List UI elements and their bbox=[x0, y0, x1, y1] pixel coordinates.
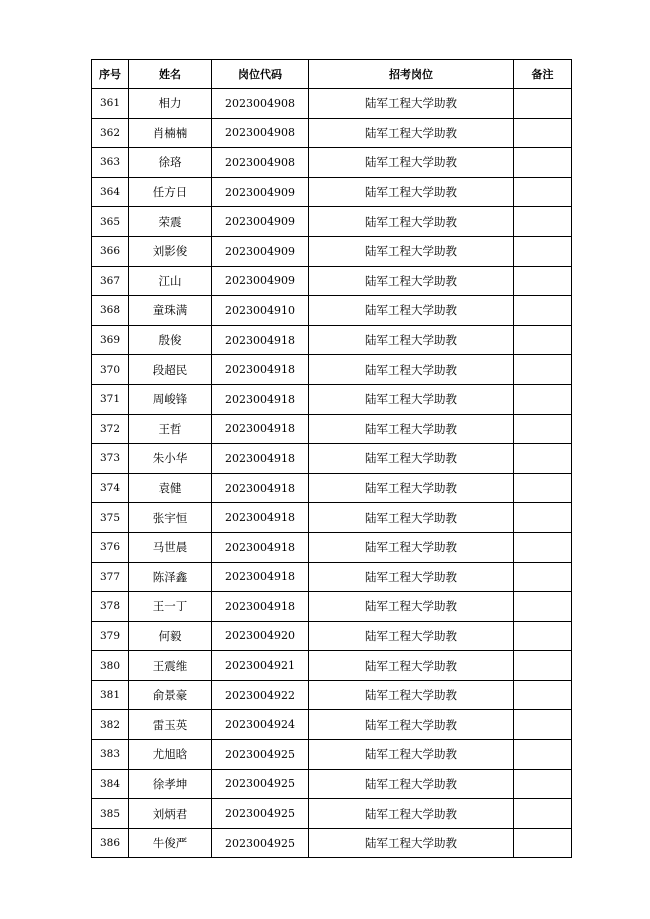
cell-code: 2023004909 bbox=[212, 207, 309, 237]
cell-name: 雷玉英 bbox=[129, 710, 212, 740]
cell-post: 陆军工程大学助教 bbox=[309, 118, 514, 148]
cell-name: 段超民 bbox=[129, 355, 212, 385]
cell-post: 陆军工程大学助教 bbox=[309, 562, 514, 592]
cell-remark bbox=[514, 384, 572, 414]
table-row bbox=[92, 296, 572, 326]
cell-index: 380 bbox=[92, 651, 129, 681]
cell-remark bbox=[514, 799, 572, 829]
cell-remark bbox=[514, 621, 572, 651]
cell-code: 2023004918 bbox=[212, 325, 309, 355]
table-row bbox=[92, 769, 572, 799]
cell-code: 2023004908 bbox=[212, 148, 309, 178]
cell-remark bbox=[514, 473, 572, 503]
cell-code: 2023004922 bbox=[212, 680, 309, 710]
cell-remark bbox=[514, 828, 572, 858]
cell-name: 何毅 bbox=[129, 621, 212, 651]
cell-code: 2023004918 bbox=[212, 473, 309, 503]
table-row bbox=[92, 355, 572, 385]
cell-code: 2023004918 bbox=[212, 592, 309, 622]
table-row bbox=[92, 89, 572, 119]
cell-remark bbox=[514, 444, 572, 474]
cell-remark bbox=[514, 325, 572, 355]
cell-index: 373 bbox=[92, 444, 129, 474]
cell-index: 361 bbox=[92, 89, 129, 119]
table-row bbox=[92, 828, 572, 858]
cell-name: 童珠满 bbox=[129, 296, 212, 326]
cell-post: 陆军工程大学助教 bbox=[309, 532, 514, 562]
cell-remark bbox=[514, 207, 572, 237]
cell-name: 殷俊 bbox=[129, 325, 212, 355]
cell-post: 陆军工程大学助教 bbox=[309, 444, 514, 474]
table-row bbox=[92, 207, 572, 237]
cell-index: 382 bbox=[92, 710, 129, 740]
cell-post: 陆军工程大学助教 bbox=[309, 177, 514, 207]
cell-remark bbox=[514, 680, 572, 710]
cell-post: 陆军工程大学助教 bbox=[309, 414, 514, 444]
cell-name: 马世晨 bbox=[129, 532, 212, 562]
cell-remark bbox=[514, 651, 572, 681]
cell-code: 2023004910 bbox=[212, 296, 309, 326]
cell-remark bbox=[514, 177, 572, 207]
cell-post: 陆军工程大学助教 bbox=[309, 266, 514, 296]
table-row bbox=[92, 592, 572, 622]
cell-index: 378 bbox=[92, 592, 129, 622]
cell-name: 张宇恒 bbox=[129, 503, 212, 533]
table-row bbox=[92, 325, 572, 355]
cell-post: 陆军工程大学助教 bbox=[309, 710, 514, 740]
cell-code: 2023004925 bbox=[212, 828, 309, 858]
header-post: 招考岗位 bbox=[309, 60, 514, 89]
cell-name: 肖楠楠 bbox=[129, 118, 212, 148]
cell-index: 383 bbox=[92, 740, 129, 770]
cell-remark bbox=[514, 562, 572, 592]
cell-remark bbox=[514, 592, 572, 622]
cell-code: 2023004920 bbox=[212, 621, 309, 651]
cell-index: 364 bbox=[92, 177, 129, 207]
table-row bbox=[92, 148, 572, 178]
header-name: 姓名 bbox=[129, 60, 212, 89]
cell-remark bbox=[514, 118, 572, 148]
cell-code: 2023004908 bbox=[212, 89, 309, 119]
cell-post: 陆军工程大学助教 bbox=[309, 769, 514, 799]
cell-index: 372 bbox=[92, 414, 129, 444]
cell-name: 牛俊严 bbox=[129, 828, 212, 858]
cell-code: 2023004918 bbox=[212, 444, 309, 474]
table-row bbox=[92, 384, 572, 414]
cell-post: 陆军工程大学助教 bbox=[309, 592, 514, 622]
cell-remark bbox=[514, 710, 572, 740]
table-row bbox=[92, 710, 572, 740]
cell-name: 尤旭晗 bbox=[129, 740, 212, 770]
cell-code: 2023004918 bbox=[212, 355, 309, 385]
table-body bbox=[92, 89, 572, 858]
header-remark: 备注 bbox=[514, 60, 572, 89]
table-row bbox=[92, 266, 572, 296]
cell-remark bbox=[514, 740, 572, 770]
cell-name: 俞景豪 bbox=[129, 680, 212, 710]
roster-table bbox=[91, 59, 572, 858]
cell-index: 367 bbox=[92, 266, 129, 296]
cell-name: 徐孝坤 bbox=[129, 769, 212, 799]
cell-post: 陆军工程大学助教 bbox=[309, 740, 514, 770]
cell-post: 陆军工程大学助教 bbox=[309, 621, 514, 651]
cell-index: 365 bbox=[92, 207, 129, 237]
table-row bbox=[92, 444, 572, 474]
cell-code: 2023004924 bbox=[212, 710, 309, 740]
cell-index: 386 bbox=[92, 828, 129, 858]
table-row bbox=[92, 799, 572, 829]
cell-code: 2023004918 bbox=[212, 384, 309, 414]
table-row bbox=[92, 680, 572, 710]
cell-name: 王一丁 bbox=[129, 592, 212, 622]
cell-name: 朱小华 bbox=[129, 444, 212, 474]
cell-remark bbox=[514, 148, 572, 178]
cell-remark bbox=[514, 414, 572, 444]
cell-post: 陆军工程大学助教 bbox=[309, 828, 514, 858]
cell-name: 徐珞 bbox=[129, 148, 212, 178]
cell-remark bbox=[514, 503, 572, 533]
cell-name: 刘影俊 bbox=[129, 236, 212, 266]
cell-remark bbox=[514, 532, 572, 562]
cell-index: 370 bbox=[92, 355, 129, 385]
cell-index: 371 bbox=[92, 384, 129, 414]
cell-code: 2023004908 bbox=[212, 118, 309, 148]
table-header-row bbox=[92, 60, 572, 89]
cell-name: 刘炳君 bbox=[129, 799, 212, 829]
cell-post: 陆军工程大学助教 bbox=[309, 651, 514, 681]
cell-code: 2023004925 bbox=[212, 799, 309, 829]
cell-post: 陆军工程大学助教 bbox=[309, 799, 514, 829]
cell-post: 陆军工程大学助教 bbox=[309, 325, 514, 355]
cell-remark bbox=[514, 266, 572, 296]
cell-name: 任方日 bbox=[129, 177, 212, 207]
cell-index: 366 bbox=[92, 236, 129, 266]
cell-code: 2023004918 bbox=[212, 414, 309, 444]
header-code: 岗位代码 bbox=[212, 60, 309, 89]
cell-remark bbox=[514, 769, 572, 799]
cell-remark bbox=[514, 236, 572, 266]
cell-post: 陆军工程大学助教 bbox=[309, 680, 514, 710]
cell-post: 陆军工程大学助教 bbox=[309, 503, 514, 533]
cell-name: 相力 bbox=[129, 89, 212, 119]
table-row bbox=[92, 473, 572, 503]
table-row bbox=[92, 621, 572, 651]
cell-index: 369 bbox=[92, 325, 129, 355]
cell-remark bbox=[514, 89, 572, 119]
table-row bbox=[92, 532, 572, 562]
cell-post: 陆军工程大学助教 bbox=[309, 236, 514, 266]
table-row bbox=[92, 562, 572, 592]
table-row bbox=[92, 118, 572, 148]
table-row bbox=[92, 651, 572, 681]
cell-name: 荣震 bbox=[129, 207, 212, 237]
cell-name: 王震维 bbox=[129, 651, 212, 681]
cell-name: 王哲 bbox=[129, 414, 212, 444]
cell-code: 2023004909 bbox=[212, 236, 309, 266]
table-row bbox=[92, 740, 572, 770]
cell-post: 陆军工程大学助教 bbox=[309, 355, 514, 385]
cell-index: 379 bbox=[92, 621, 129, 651]
cell-post: 陆军工程大学助教 bbox=[309, 384, 514, 414]
cell-code: 2023004925 bbox=[212, 740, 309, 770]
cell-index: 363 bbox=[92, 148, 129, 178]
cell-index: 384 bbox=[92, 769, 129, 799]
header-index: 序号 bbox=[92, 60, 129, 89]
cell-code: 2023004925 bbox=[212, 769, 309, 799]
table-row bbox=[92, 236, 572, 266]
cell-code: 2023004921 bbox=[212, 651, 309, 681]
cell-post: 陆军工程大学助教 bbox=[309, 207, 514, 237]
cell-post: 陆军工程大学助教 bbox=[309, 89, 514, 119]
table-row bbox=[92, 503, 572, 533]
cell-code: 2023004909 bbox=[212, 266, 309, 296]
cell-index: 368 bbox=[92, 296, 129, 326]
cell-name: 江山 bbox=[129, 266, 212, 296]
cell-index: 385 bbox=[92, 799, 129, 829]
cell-post: 陆军工程大学助教 bbox=[309, 473, 514, 503]
cell-name: 袁健 bbox=[129, 473, 212, 503]
cell-code: 2023004918 bbox=[212, 562, 309, 592]
cell-remark bbox=[514, 296, 572, 326]
cell-remark bbox=[514, 355, 572, 385]
cell-index: 376 bbox=[92, 532, 129, 562]
cell-code: 2023004918 bbox=[212, 503, 309, 533]
cell-name: 陈泽鑫 bbox=[129, 562, 212, 592]
cell-index: 374 bbox=[92, 473, 129, 503]
cell-code: 2023004909 bbox=[212, 177, 309, 207]
cell-index: 362 bbox=[92, 118, 129, 148]
cell-post: 陆军工程大学助教 bbox=[309, 148, 514, 178]
table-row bbox=[92, 177, 572, 207]
cell-name: 周峻锋 bbox=[129, 384, 212, 414]
cell-index: 377 bbox=[92, 562, 129, 592]
table-row bbox=[92, 414, 572, 444]
cell-index: 381 bbox=[92, 680, 129, 710]
cell-index: 375 bbox=[92, 503, 129, 533]
cell-post: 陆军工程大学助教 bbox=[309, 296, 514, 326]
cell-code: 2023004918 bbox=[212, 532, 309, 562]
